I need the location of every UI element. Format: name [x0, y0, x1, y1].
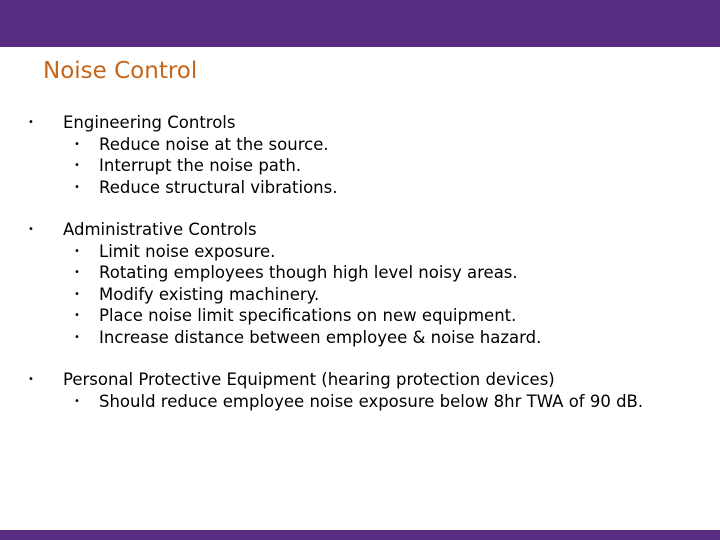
- sub-bullet-item: [0, 391, 679, 413]
- sub-item-text: Interrupt the noise path.: [99, 156, 302, 175]
- section-engineering-controls: [0, 112, 720, 198]
- sub-bullet-item: [0, 305, 720, 327]
- bullet-icon: •: [74, 331, 80, 343]
- slide-body: [0, 112, 720, 433]
- section-personal-protective-equipment: [0, 369, 720, 412]
- bullet-icon: •: [74, 267, 80, 278]
- sub-item-text: Place noise limit specifications on new equipment.: [99, 306, 517, 325]
- section-heading: Administrative Controls: [63, 220, 257, 239]
- sub-item-text: Reduce structural vibrations.: [99, 177, 338, 197]
- bullet-item: [0, 369, 720, 391]
- sub-bullet-item: [0, 262, 720, 284]
- section-administrative-controls: [0, 219, 720, 348]
- sub-item-text: Modify existing machinery.: [99, 284, 320, 304]
- bullet-item: [0, 112, 720, 134]
- bullet-item: [0, 219, 720, 241]
- bullet-icon: •: [74, 310, 80, 321]
- bullet-icon: •: [74, 288, 80, 300]
- sub-bullet-item: [0, 155, 720, 177]
- section-heading: Engineering Controls: [63, 113, 236, 132]
- sub-bullet-item: [0, 327, 720, 349]
- section-heading: Personal Protective Equipment (hearing protection devices): [63, 370, 555, 389]
- bullet-icon: •: [74, 181, 80, 193]
- sub-item-text: Increase distance between employee & noise hazard.: [99, 327, 542, 347]
- header-bar: [0, 0, 720, 47]
- sub-item-text: Should reduce employee noise exposure below 8hr TWA of 90 dB.: [99, 391, 644, 411]
- bullet-icon: •: [28, 374, 34, 385]
- footer-bar: [0, 530, 720, 540]
- bullet-icon: •: [74, 138, 80, 150]
- bullet-icon: •: [74, 245, 80, 257]
- bullet-icon: •: [28, 117, 34, 128]
- sub-bullet-item: [0, 134, 720, 156]
- sub-bullet-item: [0, 177, 720, 199]
- bullet-icon: •: [28, 224, 34, 235]
- slide-title: Noise Control: [43, 58, 198, 84]
- bullet-icon: •: [74, 395, 80, 407]
- sub-item-text: Rotating employees though high level noisy areas.: [99, 263, 518, 282]
- sub-item-text: Reduce noise at the source.: [99, 134, 329, 154]
- sub-item-text: Limit noise exposure.: [99, 241, 276, 261]
- sub-bullet-item: [0, 241, 720, 263]
- sub-bullet-item: [0, 284, 720, 306]
- bullet-icon: •: [74, 160, 80, 171]
